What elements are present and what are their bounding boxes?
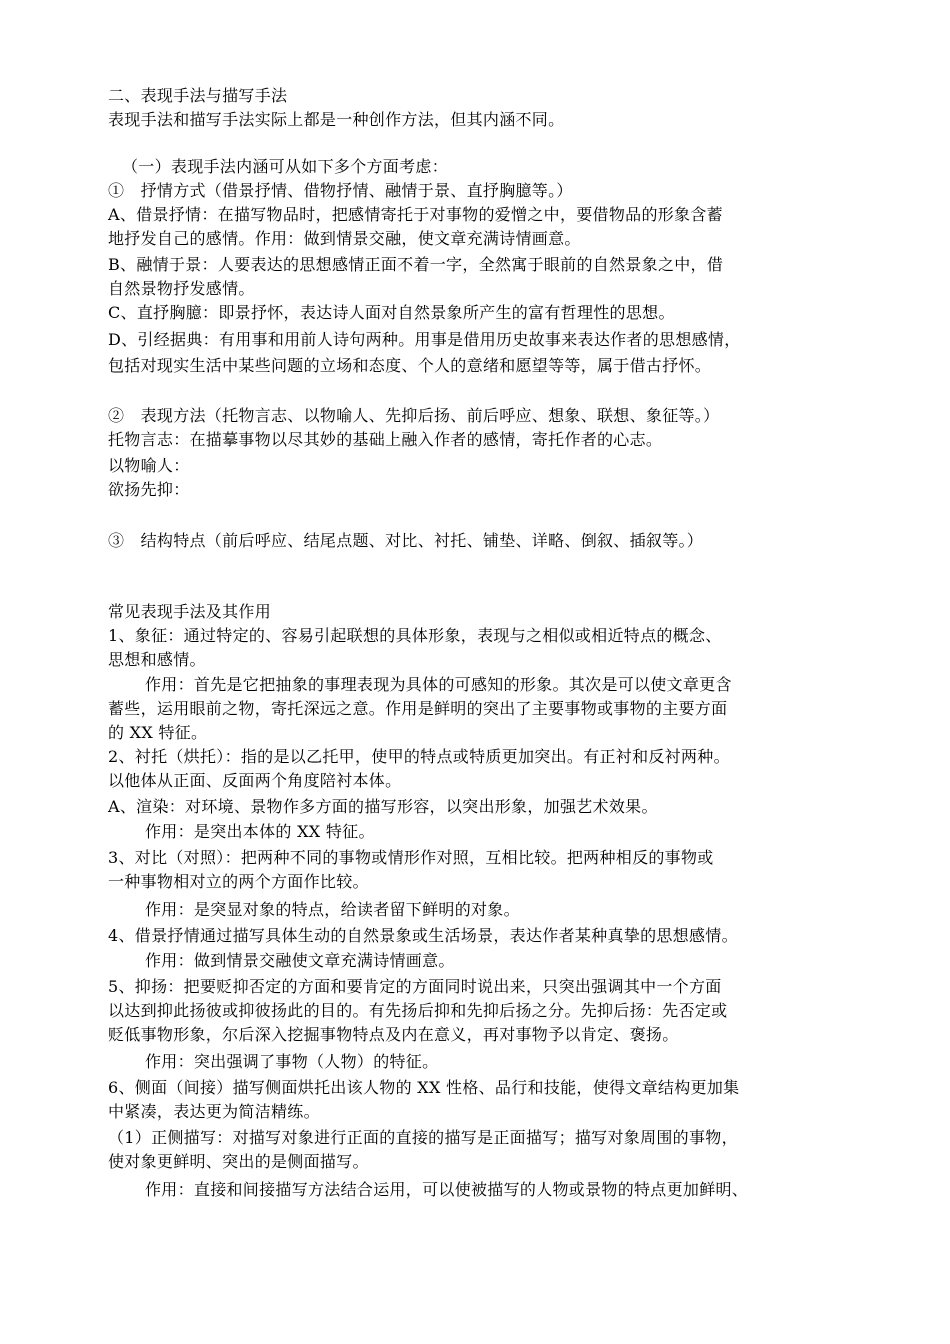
common-line: 中紧凑，表达更为简洁精练。 — [108, 1102, 320, 1121]
common-line: 5、抑扬：把要贬抑否定的方面和要肯定的方面同时说出来，只突出强调其中一个方面 — [108, 977, 722, 996]
common-line: 作用：首先是它把抽象的事理表现为具体的可感知的形象。其次是可以使文章更含 — [145, 675, 732, 694]
common-line: 4、借景抒情通过描写具体生动的自然景象或生活场景，表达作者某种真挚的思想感情。 — [108, 926, 738, 945]
common-line: 2、衬托（烘托）：指的是以乙托甲，使甲的特点或特质更加突出。有正衬和反衬两种。 — [108, 747, 730, 766]
common-line: 的 XX 特征。 — [108, 723, 208, 742]
item2-title: ② 表现方法（托物言志、以物喻人、先抑后扬、前后呼应、想象、联想、象征等。） — [108, 406, 720, 425]
common-line: 以达到抑此扬彼或抑彼扬此的目的。有先扬后抑和先抑后扬之分。先抑后扬：先否定或 — [108, 1001, 728, 1020]
common-line: 一种事物相对立的两个方面作比较。 — [108, 872, 369, 891]
common-line: 以他体从正面、反面两个角度陪衬本体。 — [108, 771, 402, 790]
item2-line1: 托物言志：在描摹事物以尽其妙的基础上融入作者的感情，寄托作者的心志。 — [108, 430, 663, 449]
item1-b-line1: B、融情于景：人要表达的思想感情正面不着一字，全然寓于眼前的自然景象之中，借 — [108, 255, 724, 274]
common-line: 3、对比（对照）：把两种不同的事物或情形作对照，互相比较。把两种相反的事物或 — [108, 848, 714, 867]
common-line: 6、侧面（间接）描写侧面烘托出该人物的 XX 性格、品行和技能，使得文章结构更加集 — [108, 1078, 740, 1097]
item2-line2: 以物喻人： — [108, 456, 190, 475]
item3-title: ③ 结构特点（前后呼应、结尾点题、对比、衬托、铺垫、详略、倒叙、插叙等。） — [108, 531, 704, 550]
part1-heading: （一）表现手法内涵可从如下多个方面考虑： — [122, 157, 449, 176]
common-line: 作用：做到情景交融使文章充满诗情画意。 — [145, 951, 455, 970]
common-line: 思想和感情。 — [108, 650, 206, 669]
common-line: 作用：是突显对象的特点，给读者留下鲜明的对象。 — [145, 900, 520, 919]
common-line: 作用：直接和间接描写方法结合运用，可以使被描写的人物或景物的特点更加鲜明、 — [145, 1180, 749, 1199]
common-line: 蓄些，运用眼前之物，寄托深远之意。作用是鲜明的突出了主要事物或事物的主要方面 — [108, 699, 728, 718]
item1-d-line1: D、引经据典：有用事和用前人诗句两种。用事是借用历史故事来表达作者的思想感情， — [108, 330, 741, 349]
common-line: 使对象更鲜明、突出的是侧面描写。 — [108, 1152, 369, 1171]
section-title: 二、表现手法与描写手法 — [108, 86, 288, 105]
common-line: 贬低事物形象，尔后深入挖掘事物特点及内在意义，再对事物予以肯定、褒扬。 — [108, 1025, 679, 1044]
item1-c: C、直抒胸臆：即景抒怀，表达诗人面对自然景象所产生的富有哲理性的思想。 — [108, 303, 675, 322]
common-line: 作用：是突出本体的 XX 特征。 — [145, 822, 375, 841]
item1-a-line1: A、借景抒情：在描写物品时，把感情寄托于对事物的爱憎之中，要借物品的形象含蓄 — [108, 205, 723, 224]
common-line: 1、象征：通过特定的、容易引起联想的具体形象，表现与之相似或相近特点的概念、 — [108, 626, 722, 645]
common-line: （1）正侧描写：对描写对象进行正面的直接的描写是正面描写；描写对象周围的事物， — [108, 1128, 738, 1147]
item1-a-line2: 地抒发自己的感情。作用：做到情景交融，使文章充满诗情画意。 — [108, 229, 581, 248]
common-heading: 常见表现手法及其作用 — [108, 602, 272, 621]
common-line: 作用：突出强调了事物（人物）的特征。 — [145, 1052, 439, 1071]
intro-paragraph: 表现手法和描写手法实际上都是一种创作方法，但其内涵不同。 — [108, 110, 565, 129]
common-line: A、渲染：对环境、景物作多方面的描写形容，以突出形象，加强艺术效果。 — [108, 797, 658, 816]
item1-title: ① 抒情方式（借景抒情、借物抒情、融情于景、直抒胸臆等。） — [108, 181, 573, 200]
item1-b-line2: 自然景物抒发感情。 — [108, 279, 255, 298]
item2-line3: 欲扬先抑： — [108, 480, 190, 499]
item1-d-line2: 包括对现实生活中某些问题的立场和态度、个人的意绪和愿望等等，属于借古抒怀。 — [108, 356, 712, 375]
